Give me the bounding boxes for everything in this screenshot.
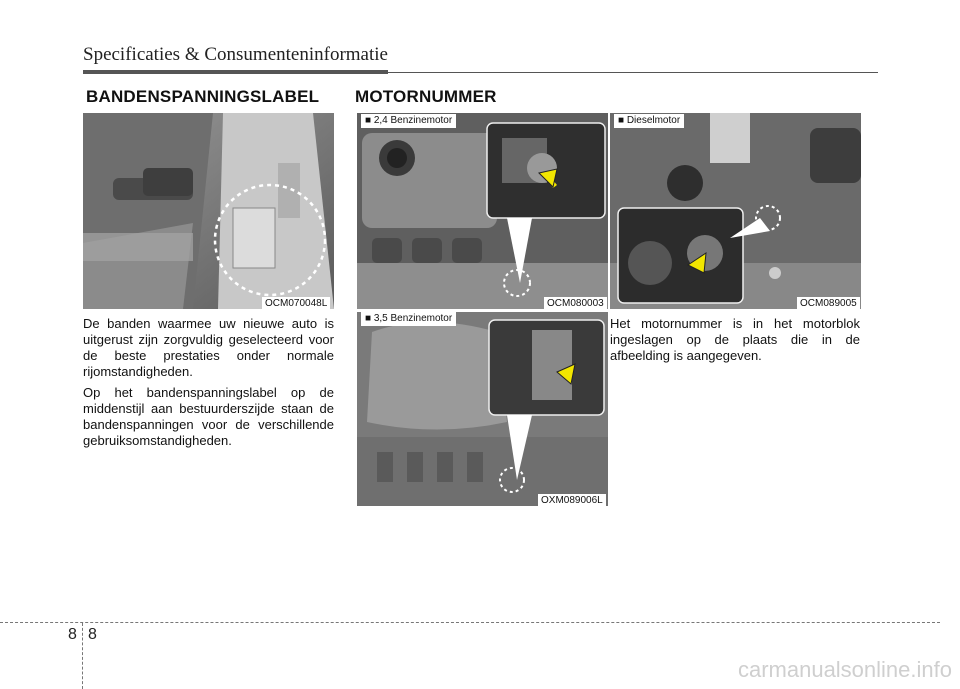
engine-photo-3-5-petrol [357,312,608,506]
figure-code-2-4-petrol: OCM080003 [544,297,607,310]
tire-label-body [83,316,334,454]
footer-rule [0,622,940,623]
page-number-page: 8 [88,626,97,643]
tire-label-photo [83,113,334,309]
footer-divider [82,623,83,689]
page-header-title: Specificaties & Consumenteninformatie [83,44,388,65]
engine-photo-diesel [610,113,861,309]
header-rule-thin [83,72,878,73]
figure-code-tire-label: OCM070048L [262,297,330,310]
section-title-tire-label: BANDENSPANNINGSLABEL [86,87,320,106]
engine-number-body [610,316,860,369]
tire-label-paragraph-2: Op het bandenspanningslabel op de middenstijl aan bestuurderszijde staan de bandenspanningen voor de verschillende gebruiksomstandigheden. [83,385,334,448]
watermark: carmanualsonline.info [737,657,952,682]
engine-photo-2-4-petrol [357,113,608,309]
figure-code-diesel: OCM089005 [797,297,860,310]
section-title-engine-number: MOTORNUMMER [355,87,497,106]
tire-label-paragraph-1: De banden waarmee uw nieuwe auto is uitgerust zijn zorgvuldig geselecteerd voor de beste prestaties onder normale rijomstandigheden. [83,316,334,379]
page-number-chapter: 8 [68,626,77,643]
figure-tag-2-4-petrol: ■ 2,4 Benzinemotor [361,114,456,128]
figure-tag-3-5-petrol: ■ 3,5 Benzinemotor [361,312,456,326]
figure-tag-diesel: ■ Dieselmotor [614,114,684,128]
figure-code-3-5-petrol: OXM089006L [538,494,606,507]
engine-number-paragraph: Het motornummer is in het motorblok ingeslagen op de plaats die in de afbeelding is aangegeven. [610,316,860,363]
